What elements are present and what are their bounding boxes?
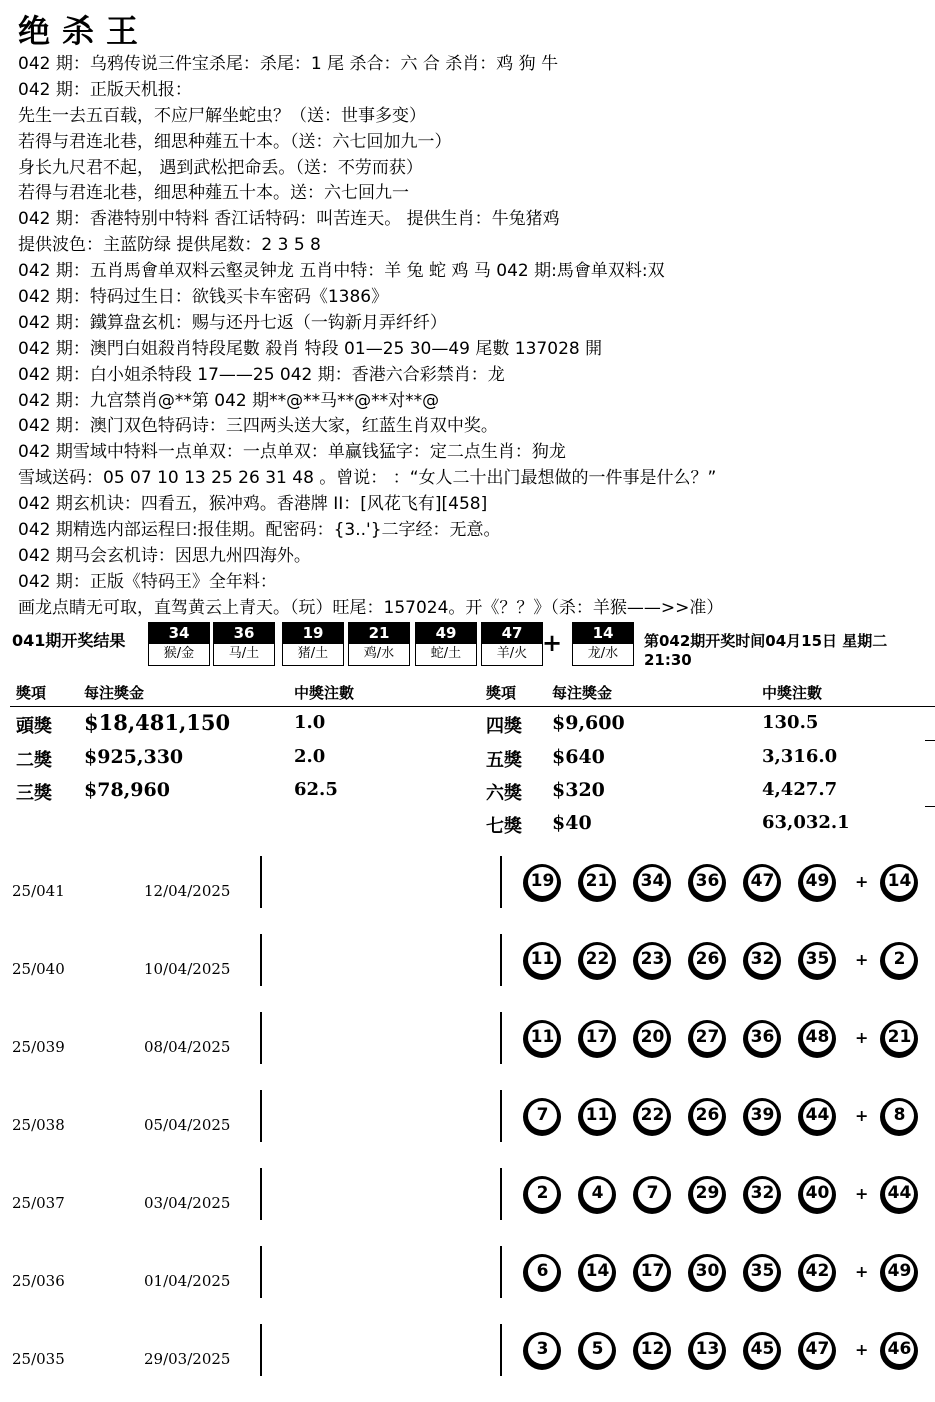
ball-number: 21: [885, 1023, 914, 1052]
history-row: [0, 856, 935, 934]
prize-header: 中獎注數: [762, 684, 823, 702]
ball-number: 39: [748, 1101, 777, 1130]
text-line: 042 期：九宫禁肖@**第 042 期**@**马**@**对**@: [18, 390, 440, 411]
number-ball: [798, 1098, 836, 1136]
prize-amount: $78,960: [84, 779, 170, 801]
result-ball: [348, 622, 410, 666]
number-ball: [633, 1254, 671, 1292]
special-ball: [880, 864, 918, 902]
ball-number: 14: [583, 1257, 612, 1286]
ball-number: 44: [803, 1101, 832, 1130]
number-ball: [798, 1254, 836, 1292]
ball-number: 26: [693, 945, 722, 974]
column-divider: [500, 856, 502, 908]
number-ball: [523, 1098, 561, 1136]
text-line: 042 期：五肖馬會单双料云壑灵钟龙 五肖中特：羊 兔 蛇 鸡 马 042 期:馬會单双料:双: [18, 261, 665, 282]
ball-number: 29: [693, 1179, 722, 1208]
ball-number: 2: [885, 945, 914, 974]
prize-count: 62.5: [294, 779, 338, 800]
text-line: 042 期：香港特别中特料 香江话特码：叫苦连天。 提供生肖：牛兔猪鸡: [18, 209, 560, 230]
number-ball: [578, 1254, 616, 1292]
ball-zodiac: 猴/金: [163, 646, 195, 661]
result-ball: [282, 622, 344, 666]
number-ball: [798, 1020, 836, 1058]
ball-zodiac: 龙/水: [587, 646, 619, 661]
ball-number: 49: [885, 1257, 914, 1286]
ball-number: 40: [803, 1179, 832, 1208]
ball-number: 6: [528, 1257, 557, 1286]
column-divider: [260, 1012, 262, 1064]
column-divider: [260, 1090, 262, 1142]
number-ball: [743, 1020, 781, 1058]
column-divider: [500, 1090, 502, 1142]
ball-number: 17: [583, 1023, 612, 1052]
ball-number: 34: [638, 867, 667, 896]
result-ball: [415, 622, 477, 666]
text-line: 若得与君连北巷，细思种薤五十本。（送：六七回加九一）: [18, 131, 452, 152]
number-ball: [523, 864, 561, 902]
ball-number: 23: [638, 945, 667, 974]
ball-zodiac: 蛇/土: [430, 646, 462, 661]
prize-name: 七獎: [486, 816, 522, 837]
history-row: [0, 1246, 935, 1324]
special-ball: [880, 1332, 918, 1370]
history-row: [0, 934, 935, 1012]
edge-tick: [925, 806, 935, 807]
ball-number: 48: [803, 1023, 832, 1052]
number-ball: [798, 942, 836, 980]
column-divider: [500, 1012, 502, 1064]
prize-header: 獎項: [16, 684, 47, 702]
special-ball: [880, 1176, 918, 1214]
history-row: [0, 1324, 935, 1402]
prize-count: 63,032.1: [762, 812, 850, 833]
ball-number: 45: [748, 1335, 777, 1364]
prize-count: 130.5: [762, 712, 819, 733]
number-ball: [688, 1254, 726, 1292]
ball-number: 49: [416, 623, 476, 644]
prize-name: 五獎: [486, 750, 522, 771]
number-ball: [688, 1176, 726, 1214]
ball-number: 21: [349, 623, 409, 644]
text-line: 042 期：正版天机报：: [18, 79, 192, 100]
ball-number: 14: [885, 867, 914, 896]
result-ball: [148, 622, 210, 666]
special-ball: [880, 1254, 918, 1292]
text-line: 042 期马会玄机诗：因思九州四海外。: [18, 545, 311, 566]
ball-zodiac: 鸡/水: [363, 646, 395, 661]
ball-number: 20: [638, 1023, 667, 1052]
ball-zodiac: 猪/土: [297, 646, 329, 661]
history-date: 12/04/2025: [144, 882, 231, 900]
column-divider: [260, 856, 262, 908]
ball-zodiac: 羊/火: [496, 646, 528, 661]
number-ball: [798, 1176, 836, 1214]
history-date: 01/04/2025: [144, 1272, 231, 1290]
ball-number: 32: [748, 1179, 777, 1208]
text-line: 画龙点睛无可取，直驾黄云上青天。（玩）旺尾：157024。开《？？》（杀：羊猴——>>准）: [18, 597, 724, 618]
number-ball: [743, 864, 781, 902]
ball-number: 2: [528, 1179, 557, 1208]
column-divider: [260, 934, 262, 986]
prize-count: 3,316.0: [762, 746, 838, 767]
text-line: 042 期雪域中特料一点单双：一点单双：单赢钱猛字：定二点生肖：狗龙: [18, 442, 566, 463]
number-ball: [633, 1098, 671, 1136]
plus-sign: +: [855, 1028, 869, 1047]
history-issue: 25/036: [12, 1272, 65, 1290]
number-ball: [523, 1254, 561, 1292]
ball-number: 44: [885, 1179, 914, 1208]
number-ball: [578, 864, 616, 902]
plus-sign: +: [855, 1106, 869, 1125]
prize-count: 1.0: [294, 712, 326, 733]
text-line: 雪域送码：05 07 10 13 25 26 31 48 。曾说： ：“女人二十出门最想做的一件事是什么？”: [18, 468, 717, 489]
next-draw-time: 第042期开奖时间04月15日 星期二21:30: [644, 632, 888, 669]
draw-result-bar: [10, 620, 930, 669]
history-issue: 25/039: [12, 1038, 65, 1056]
text-line: 若得与君连北巷，细思种薤五十本。送：六七回九一: [18, 183, 409, 204]
ball-number: 26: [693, 1101, 722, 1130]
history-row: [0, 1168, 935, 1246]
prize-amount: $925,330: [84, 746, 184, 768]
ball-number: 22: [583, 945, 612, 974]
ball-number: 13: [693, 1335, 722, 1364]
ball-number: 19: [528, 867, 557, 896]
plus-sign: +: [855, 872, 869, 891]
prize-name: 六獎: [486, 783, 522, 804]
prize-name: 三獎: [16, 783, 52, 804]
ball-number: 36: [693, 867, 722, 896]
prize-table-divider: [10, 706, 935, 707]
number-ball: [578, 1176, 616, 1214]
column-divider: [260, 1324, 262, 1376]
number-ball: [523, 1176, 561, 1214]
ball-number: 12: [638, 1335, 667, 1364]
number-ball: [523, 942, 561, 980]
ball-number: 4: [583, 1179, 612, 1208]
prize-amount: $40: [552, 812, 592, 834]
number-ball: [743, 1254, 781, 1292]
prize-header: 中獎注數: [294, 684, 355, 702]
ball-number: 27: [693, 1023, 722, 1052]
prize-header: 每注獎金: [552, 684, 613, 702]
text-line: 042 期：澳門白姐殺肖特段尾數 殺肖 特段 01—25 30—49 尾數 137028 開: [18, 338, 603, 359]
number-ball: [688, 1020, 726, 1058]
text-line: 042 期：澳门双色特码诗：三四两头送大家，红蓝生肖双中奖。: [18, 416, 498, 437]
special-ball: [880, 1098, 918, 1136]
ball-number: 42: [803, 1257, 832, 1286]
column-divider: [500, 934, 502, 986]
text-line: 身长九尺君不起， 遇到武松把命丢。（送：不劳而获）: [18, 157, 423, 178]
ball-number: 49: [803, 867, 832, 896]
column-divider: [260, 1168, 262, 1220]
number-ball: [743, 1176, 781, 1214]
ball-number: 14: [573, 623, 633, 644]
text-line: 提供波色：主蓝防绿 提供尾数：2 3 5 8: [18, 235, 321, 256]
ball-number: 11: [583, 1101, 612, 1130]
number-ball: [688, 1098, 726, 1136]
number-ball: [578, 1020, 616, 1058]
plus-sign: +: [855, 1262, 869, 1281]
ball-number: 46: [885, 1335, 914, 1364]
page-title: 绝杀王: [18, 12, 151, 50]
text-line: 042 期：乌鸦传说三件宝杀尾：杀尾：1 尾 杀合：六 合 杀肖：鸡 狗 牛: [18, 54, 559, 74]
number-ball: [523, 1332, 561, 1370]
ball-number: 3: [528, 1335, 557, 1364]
number-ball: [743, 1332, 781, 1370]
prize-name: 四獎: [486, 716, 522, 737]
history-date: 10/04/2025: [144, 960, 231, 978]
ball-number: 21: [583, 867, 612, 896]
history-issue: 25/041: [12, 882, 65, 900]
text-line: 042 期：特码过生日：欲钱买卡车密码《1386》: [18, 287, 389, 308]
special-ball: [880, 1020, 918, 1058]
prize-amount: $18,481,150: [84, 710, 231, 735]
result-label: 041期开奖结果: [12, 631, 126, 650]
number-ball: [743, 942, 781, 980]
ball-number: 47: [803, 1335, 832, 1364]
ball-number: 30: [693, 1257, 722, 1286]
number-ball: [523, 1020, 561, 1058]
ball-number: 11: [528, 945, 557, 974]
special-ball: [880, 942, 918, 980]
column-divider: [500, 1168, 502, 1220]
text-line: 042 期精选内部运程曰:报佳期。配密码：{3..'}二字经：无意。: [18, 520, 501, 541]
ball-number: 35: [748, 1257, 777, 1286]
history-date: 08/04/2025: [144, 1038, 231, 1056]
number-ball: [688, 864, 726, 902]
number-ball: [633, 1176, 671, 1214]
ball-number: 34: [149, 623, 209, 644]
ball-number: 5: [583, 1335, 612, 1364]
ball-number: 36: [748, 1023, 777, 1052]
history-row: [0, 1090, 935, 1168]
number-ball: [743, 1098, 781, 1136]
ball-number: 22: [638, 1101, 667, 1130]
text-line: 042 期玄机诀：四看五，猴冲鸡。香港牌 II：[风花飞有][458]: [18, 494, 488, 515]
prize-name: 頭獎: [16, 716, 52, 737]
ball-number: 11: [528, 1023, 557, 1052]
history-issue: 25/035: [12, 1350, 65, 1368]
plus-sign: +: [855, 1340, 869, 1359]
column-divider: [500, 1324, 502, 1376]
number-ball: [578, 942, 616, 980]
column-divider: [260, 1246, 262, 1298]
ball-number: 17: [638, 1257, 667, 1286]
ball-zodiac: 马/土: [228, 646, 260, 661]
prize-name: 二獎: [16, 750, 52, 771]
history-row: [0, 1012, 935, 1090]
column-divider: [500, 1246, 502, 1298]
number-ball: [633, 1332, 671, 1370]
text-line: 先生一去五百载，不应尸解坐蛇虫？（送：世事多变）: [18, 105, 426, 126]
history-issue: 25/040: [12, 960, 65, 978]
ball-number: 47: [482, 623, 542, 644]
text-line: 042 期：白小姐杀特段 17——25 042 期：香港六合彩禁肖：龙: [18, 364, 505, 385]
number-ball: [633, 864, 671, 902]
prize-header: 每注獎金: [84, 684, 145, 702]
number-ball: [633, 1020, 671, 1058]
history-date: 05/04/2025: [144, 1116, 231, 1134]
number-ball: [633, 942, 671, 980]
ball-number: 47: [748, 867, 777, 896]
ball-number: 7: [638, 1179, 667, 1208]
prize-amount: $640: [552, 746, 605, 768]
history-date: 29/03/2025: [144, 1350, 231, 1368]
prize-amount: $320: [552, 779, 605, 801]
history-issue: 25/037: [12, 1194, 65, 1212]
ball-number: 19: [283, 623, 343, 644]
history-issue: 25/038: [12, 1116, 65, 1134]
number-ball: [798, 864, 836, 902]
ball-number: 7: [528, 1101, 557, 1130]
plus-sign: +: [542, 628, 563, 657]
number-ball: [578, 1098, 616, 1136]
text-line: 042 期：正版《特码王》全年料：: [18, 571, 277, 592]
ball-number: 32: [748, 945, 777, 974]
result-ball: [481, 622, 543, 666]
ball-number: 35: [803, 945, 832, 974]
number-ball: [688, 942, 726, 980]
prize-header: 獎項: [486, 684, 517, 702]
result-ball: [572, 622, 634, 666]
prize-amount: $9,600: [552, 712, 625, 734]
result-ball: [213, 622, 275, 666]
forecast-text-block: [18, 52, 928, 622]
ball-number: 36: [214, 623, 274, 644]
prize-count: 4,427.7: [762, 779, 838, 800]
number-ball: [688, 1332, 726, 1370]
number-ball: [798, 1332, 836, 1370]
ball-number: 8: [885, 1101, 914, 1130]
text-line: 042 期：鐵算盘玄机：赐与还丹七返（一钩新月弄纤纤）: [18, 312, 447, 333]
plus-sign: +: [855, 950, 869, 969]
prize-count: 2.0: [294, 746, 326, 767]
history-date: 03/04/2025: [144, 1194, 231, 1212]
edge-tick: [925, 740, 935, 741]
number-ball: [578, 1332, 616, 1370]
plus-sign: +: [855, 1184, 869, 1203]
